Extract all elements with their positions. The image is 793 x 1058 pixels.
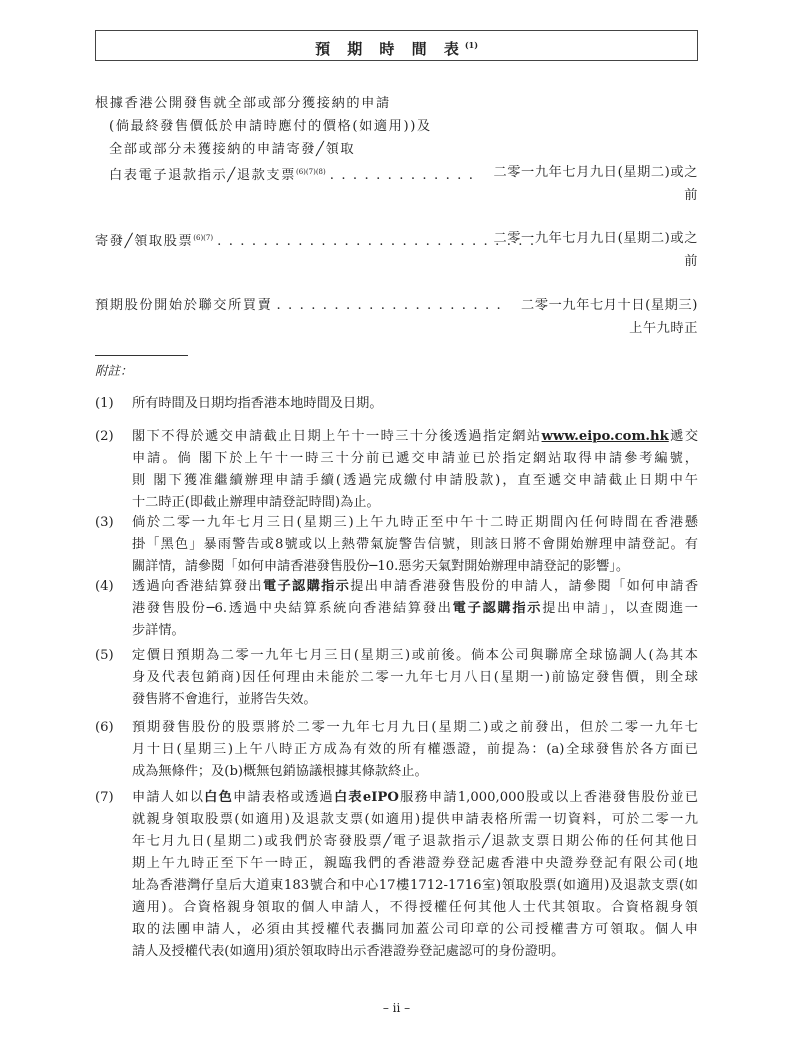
note-line bbox=[132, 598, 698, 620]
note-ref: (6)(7) bbox=[193, 234, 214, 242]
schedule-date bbox=[521, 294, 698, 340]
note-line bbox=[132, 534, 698, 556]
text-segment: 步詳情。 bbox=[132, 623, 185, 638]
note-line bbox=[132, 761, 698, 783]
text-segment: 十二時正(即截止辦理申請登記時間)為止。 bbox=[132, 495, 380, 510]
note-number: (3) bbox=[95, 515, 114, 530]
note-line bbox=[132, 919, 698, 941]
note-item bbox=[95, 787, 698, 963]
page-number: – ii – bbox=[382, 1001, 411, 1015]
date-line: 上午九時正 bbox=[629, 321, 698, 336]
note-line bbox=[132, 897, 698, 919]
note-line bbox=[132, 448, 698, 470]
event-line bbox=[95, 138, 465, 161]
bold-term: 電子認購指示 bbox=[452, 601, 543, 616]
note-text bbox=[132, 645, 698, 711]
event-text: 全部或部分未獲接納的申請寄發╱領取 bbox=[109, 142, 356, 157]
text-segment: 申請。倘 閣下於上午十一時三十分前已遞交申請並已於指定網站取得申請參考編號， bbox=[132, 451, 698, 466]
date-line: 前 bbox=[684, 188, 698, 203]
note-line bbox=[132, 831, 698, 853]
event-text: (倘最終發售價低於申請時應付的價格(如適用))及 bbox=[109, 119, 432, 134]
text-segment: 港發售股份─6.透過中央結算系統向香港結算發出 bbox=[132, 601, 453, 616]
note-text bbox=[132, 717, 698, 783]
text-segment: 掛「黑色」暴雨警告或8號或以上熱帶氣旋警告信號，則該日將不會開始辦理申請登記。有 bbox=[132, 537, 698, 552]
event-text: 寄發╱領取股票 bbox=[95, 234, 194, 249]
text-segment: 提出申請香港發售股份的申請人，請參閱「如何申請香 bbox=[350, 579, 699, 594]
text-segment: 倘於二零一九年七月三日(星期三)上午九時正至中午十二時正期間內任何時間在香港懸 bbox=[132, 515, 698, 530]
text-segment: 透過向香港結算發出 bbox=[132, 579, 263, 594]
schedule-event bbox=[95, 227, 536, 250]
text-segment: 定價日預期為二零一九年七月三日(星期三)或前後。倘本公司與聯席全球協調人(為其本 bbox=[132, 648, 698, 663]
event-text: 預期股份開始於聯交所買賣 bbox=[95, 298, 273, 313]
text-segment: 適用)。合資格親身領取的個人申請人，不得授權任何其他人士代其領取。合資格親身領 bbox=[132, 900, 698, 915]
text-segment: 址為香港灣仔皇后大道東183號合和中心17樓1712-1716室)領取股票(如適用)及退款支票(如 bbox=[132, 878, 698, 893]
note-line bbox=[132, 787, 698, 809]
note-item bbox=[95, 576, 698, 642]
date-line: 前 bbox=[684, 254, 698, 269]
page-title: 預 期 時 間 表 bbox=[314, 40, 465, 58]
note-number: (5) bbox=[95, 648, 114, 663]
text-segment: 提出申請」，以查閱進一 bbox=[542, 601, 698, 616]
note-line bbox=[132, 426, 698, 448]
note-line bbox=[132, 809, 698, 831]
text-segment: 申請表格或透過 bbox=[233, 790, 334, 805]
note-item bbox=[95, 426, 698, 514]
note-number: (2) bbox=[95, 429, 114, 444]
note-line bbox=[132, 620, 698, 642]
note-line bbox=[132, 875, 698, 897]
note-line bbox=[132, 941, 698, 963]
note-number: (6) bbox=[95, 720, 114, 735]
bold-term: 電子認購指示 bbox=[262, 579, 351, 594]
note-ref: (6)(7)(8) bbox=[296, 168, 326, 176]
website-link[interactable]: www.eipo.com.hk bbox=[541, 429, 669, 444]
note-text bbox=[132, 576, 698, 642]
text-segment: 取的法團申請人，必須由其授權代表攜同加蓋公司印章的公司授權書方可領取。個人申 bbox=[132, 922, 698, 937]
text-segment: 預期發售股份的股票將於二零一九年七月九日(星期二)或之前發出，但於二零一九年七 bbox=[132, 720, 698, 735]
note-text bbox=[132, 393, 698, 415]
note-line bbox=[132, 689, 698, 711]
note-text bbox=[132, 787, 698, 963]
note-line bbox=[132, 492, 698, 514]
note-line bbox=[132, 739, 698, 761]
text-segment: 就親身領取股票(如適用)及退款支票(如適用)提供申請表格所需一切資料，可於二零一九 bbox=[132, 812, 698, 827]
note-item bbox=[95, 512, 698, 578]
text-segment: 關詳情，請參閱「如何申請香港發售股份─10.惡劣天氣對開始辦理申請登記的影響」。 bbox=[132, 559, 630, 574]
note-item bbox=[95, 717, 698, 783]
event-line bbox=[95, 227, 536, 250]
leader-dots: . . . . . . . . . . . . . . . . . . . . . . . . . . . . bbox=[217, 234, 536, 249]
text-segment: 年七月九日(星期二)或我們於寄發股票╱電子退款指示╱退款支票日期公佈的任何其他日 bbox=[132, 834, 698, 849]
date-line: 二零一九年七月九日(星期二)或之 bbox=[493, 231, 698, 246]
event-line bbox=[95, 92, 465, 115]
schedule-date bbox=[493, 161, 698, 207]
schedule-date bbox=[493, 227, 698, 273]
note-number: (4) bbox=[95, 579, 114, 594]
text-segment: 期上午九時正至下午一時正，親臨我們的香港證券登記處香港中央證券登記有限公司(地 bbox=[132, 856, 698, 871]
notes-heading: 附註： bbox=[95, 363, 133, 378]
note-line bbox=[132, 853, 698, 875]
note-number: (7) bbox=[95, 790, 114, 805]
note-line bbox=[132, 470, 698, 492]
schedule-event bbox=[95, 294, 503, 317]
note-line bbox=[132, 393, 698, 415]
note-line bbox=[132, 645, 698, 667]
text-segment: 所有時間及日期均指香港本地時間及日期。 bbox=[132, 396, 383, 411]
note-item bbox=[95, 393, 698, 415]
bold-term: 白色 bbox=[204, 790, 233, 805]
notes-divider bbox=[95, 355, 188, 356]
text-segment: 發售將不會進行，並將告失效。 bbox=[132, 692, 317, 707]
note-item bbox=[95, 645, 698, 711]
text-segment: 成為無條件；及(b)概無包銷協議根據其條款終止。 bbox=[132, 764, 428, 779]
bold-term: 白表eIPO bbox=[334, 790, 399, 805]
note-number: (1) bbox=[95, 396, 114, 411]
text-segment: 月十日(星期三)上午八時正方成為有效的所有權憑證，前提為：(a)全球發售於各方面已 bbox=[132, 742, 698, 757]
text-segment: 遞交 bbox=[668, 429, 699, 444]
event-text: 根據香港公開發售就全部或部分獲接納的申請 bbox=[95, 96, 391, 111]
event-text: 白表電子退款指示╱退款支票 bbox=[109, 168, 296, 183]
event-line bbox=[95, 115, 465, 138]
text-segment: 請人及授權代表(如適用)須於領取時出示香港證券登記處認可的身份證明。 bbox=[132, 944, 565, 959]
note-line bbox=[132, 512, 698, 534]
title-note-ref: (1) bbox=[464, 40, 479, 50]
text-segment: 閣下不得於遞交申請截止日期上午十一時三十分後透過指定網站 bbox=[132, 429, 542, 444]
date-line: 二零一九年七月十日(星期三) bbox=[521, 298, 698, 313]
text-segment: 服務申請1,000,000股或以上香港發售股份並已 bbox=[398, 790, 699, 805]
event-line bbox=[95, 294, 503, 317]
date-line: 二零一九年七月九日(星期二)或之 bbox=[493, 165, 698, 180]
note-line bbox=[132, 667, 698, 689]
text-segment: 則 閣下獲准繼續辦理申請手續(透過完成繳付申請股款)，直至遞交申請截止日期中午 bbox=[132, 473, 698, 488]
note-line bbox=[132, 717, 698, 739]
leader-dots: . . . . . . . . . . . . . bbox=[329, 168, 475, 183]
note-text bbox=[132, 512, 698, 578]
leader-dots: . . . . . . . . . . . . . . . . . . . . bbox=[276, 298, 503, 313]
text-segment: 申請人如以 bbox=[132, 790, 205, 805]
note-line bbox=[132, 576, 698, 598]
note-line bbox=[132, 556, 698, 578]
text-segment: 身及代表包銷商)因任何理由未能於二零一九年七月八日(星期一)前協定發售價，則全球 bbox=[132, 670, 698, 685]
page-title-box bbox=[95, 30, 698, 61]
note-text bbox=[132, 426, 698, 514]
event-line bbox=[95, 161, 475, 184]
schedule-event bbox=[95, 92, 475, 184]
